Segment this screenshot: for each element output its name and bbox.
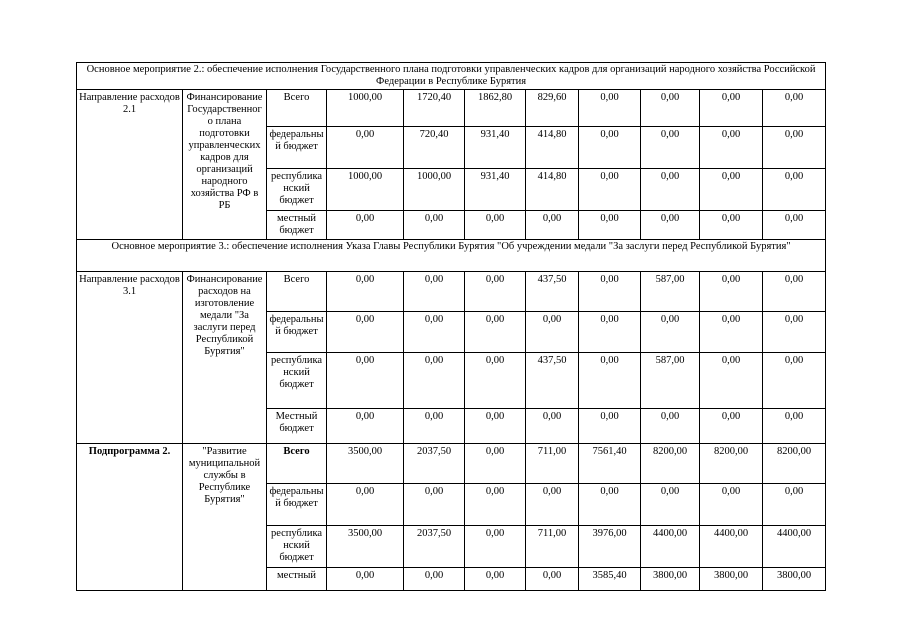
value-cell: 0,00 bbox=[327, 568, 404, 591]
value-cell: 4400,00 bbox=[700, 526, 763, 568]
value-cell: 0,00 bbox=[700, 353, 763, 409]
value-cell: 2037,50 bbox=[404, 526, 465, 568]
value-cell: 0,00 bbox=[763, 211, 826, 240]
value-cell: 0,00 bbox=[579, 353, 641, 409]
value-cell: 4400,00 bbox=[641, 526, 700, 568]
value-cell: 829,60 bbox=[526, 90, 579, 127]
source-cell: местный бюджет bbox=[267, 211, 327, 240]
value-cell: 0,00 bbox=[465, 409, 526, 444]
source-cell: Всего bbox=[267, 90, 327, 127]
value-cell: 711,00 bbox=[526, 444, 579, 484]
value-cell: 0,00 bbox=[641, 169, 700, 211]
value-cell: 7561,40 bbox=[579, 444, 641, 484]
value-cell: 3800,00 bbox=[700, 568, 763, 591]
value-cell: 0,00 bbox=[700, 90, 763, 127]
value-cell: 0,00 bbox=[763, 169, 826, 211]
value-cell: 0,00 bbox=[327, 211, 404, 240]
value-cell: 0,00 bbox=[641, 90, 700, 127]
value-cell: 0,00 bbox=[404, 409, 465, 444]
value-cell: 0,00 bbox=[700, 127, 763, 169]
value-cell: 0,00 bbox=[700, 169, 763, 211]
value-cell: 0,00 bbox=[526, 211, 579, 240]
value-cell: 931,40 bbox=[465, 127, 526, 169]
value-cell: 0,00 bbox=[327, 409, 404, 444]
value-cell: 0,00 bbox=[579, 211, 641, 240]
value-cell: 0,00 bbox=[404, 272, 465, 312]
value-cell: 0,00 bbox=[526, 312, 579, 353]
value-cell: 0,00 bbox=[526, 484, 579, 526]
subprogram-cell: Подпрограмма 2. bbox=[77, 444, 183, 591]
value-cell: 0,00 bbox=[579, 90, 641, 127]
value-cell: 3976,00 bbox=[579, 526, 641, 568]
description-cell: Финансирование Государственного плана подготовки управленческих кадров для организаций народного хозяйства РФ в РБ bbox=[183, 90, 267, 240]
value-cell: 0,00 bbox=[404, 568, 465, 591]
section-row bbox=[77, 63, 826, 90]
value-cell: 0,00 bbox=[763, 312, 826, 353]
value-cell: 1862,80 bbox=[465, 90, 526, 127]
value-cell: 587,00 bbox=[641, 272, 700, 312]
value-cell: 0,00 bbox=[579, 409, 641, 444]
table-row bbox=[77, 444, 826, 484]
source-cell: федеральный бюджет bbox=[267, 484, 327, 526]
source-cell: Всего bbox=[267, 444, 327, 484]
value-cell: 720,40 bbox=[404, 127, 465, 169]
value-cell: 0,00 bbox=[763, 353, 826, 409]
value-cell: 0,00 bbox=[327, 127, 404, 169]
value-cell: 0,00 bbox=[763, 90, 826, 127]
value-cell: 414,80 bbox=[526, 169, 579, 211]
value-cell: 0,00 bbox=[465, 353, 526, 409]
value-cell: 0,00 bbox=[327, 272, 404, 312]
value-cell: 0,00 bbox=[700, 484, 763, 526]
value-cell: 0,00 bbox=[465, 211, 526, 240]
budget-table bbox=[76, 62, 826, 591]
direction-cell: Направление расходов 2.1 bbox=[77, 90, 183, 240]
value-cell: 8200,00 bbox=[700, 444, 763, 484]
value-cell: 0,00 bbox=[579, 169, 641, 211]
value-cell: 437,50 bbox=[526, 353, 579, 409]
source-cell: республиканский бюджет bbox=[267, 353, 327, 409]
value-cell: 0,00 bbox=[641, 127, 700, 169]
value-cell: 1000,00 bbox=[327, 169, 404, 211]
value-cell: 931,40 bbox=[465, 169, 526, 211]
value-cell: 0,00 bbox=[700, 272, 763, 312]
section-2-title: Основное мероприятие 2.: обеспечение исполнения Государственного плана подготовки управленческих кадров для организаций народного хозяйства Российской Федерации в Республике Бурятия bbox=[77, 63, 826, 90]
value-cell: 3800,00 bbox=[763, 568, 826, 591]
value-cell: 0,00 bbox=[465, 526, 526, 568]
value-cell: 1000,00 bbox=[404, 169, 465, 211]
value-cell: 0,00 bbox=[465, 312, 526, 353]
value-cell: 0,00 bbox=[404, 353, 465, 409]
value-cell: 0,00 bbox=[327, 353, 404, 409]
value-cell: 0,00 bbox=[327, 484, 404, 526]
value-cell: 414,80 bbox=[526, 127, 579, 169]
value-cell: 0,00 bbox=[579, 127, 641, 169]
source-cell: Всего bbox=[267, 272, 327, 312]
value-cell: 0,00 bbox=[579, 484, 641, 526]
value-cell: 0,00 bbox=[641, 484, 700, 526]
value-cell: 0,00 bbox=[404, 312, 465, 353]
value-cell: 1000,00 bbox=[327, 90, 404, 127]
section-row bbox=[77, 240, 826, 272]
value-cell: 3500,00 bbox=[327, 444, 404, 484]
value-cell: 0,00 bbox=[700, 409, 763, 444]
direction-cell: Направление расходов 3.1 bbox=[77, 272, 183, 444]
source-cell: Местный бюджет bbox=[267, 409, 327, 444]
table-row bbox=[77, 272, 826, 312]
source-cell: республиканский бюджет bbox=[267, 169, 327, 211]
value-cell: 8200,00 bbox=[763, 444, 826, 484]
value-cell: 0,00 bbox=[465, 484, 526, 526]
source-cell: местный bbox=[267, 568, 327, 591]
source-cell: федеральный бюджет bbox=[267, 312, 327, 353]
value-cell: 0,00 bbox=[763, 272, 826, 312]
value-cell: 1720,40 bbox=[404, 90, 465, 127]
value-cell: 0,00 bbox=[404, 484, 465, 526]
table-row bbox=[77, 90, 826, 127]
value-cell: 0,00 bbox=[579, 272, 641, 312]
value-cell: 3500,00 bbox=[327, 526, 404, 568]
value-cell: 0,00 bbox=[700, 312, 763, 353]
value-cell: 0,00 bbox=[526, 568, 579, 591]
value-cell: 2037,50 bbox=[404, 444, 465, 484]
value-cell: 3800,00 bbox=[641, 568, 700, 591]
value-cell: 0,00 bbox=[465, 272, 526, 312]
value-cell: 0,00 bbox=[327, 312, 404, 353]
value-cell: 0,00 bbox=[763, 484, 826, 526]
value-cell: 587,00 bbox=[641, 353, 700, 409]
section-3-title: Основное мероприятие 3.: обеспечение исполнения Указа Главы Республики Бурятия "Об учреждении медали "За заслуги перед Республикой Бурятия" bbox=[77, 240, 826, 272]
value-cell: 0,00 bbox=[526, 409, 579, 444]
value-cell: 711,00 bbox=[526, 526, 579, 568]
value-cell: 0,00 bbox=[641, 409, 700, 444]
value-cell: 4400,00 bbox=[763, 526, 826, 568]
source-cell: республиканский бюджет bbox=[267, 526, 327, 568]
value-cell: 0,00 bbox=[579, 312, 641, 353]
value-cell: 0,00 bbox=[700, 211, 763, 240]
value-cell: 437,50 bbox=[526, 272, 579, 312]
description-cell: "Развитие муниципальной службы в Республике Бурятия" bbox=[183, 444, 267, 591]
value-cell: 0,00 bbox=[465, 568, 526, 591]
description-cell: Финансирование расходов на изготовление медали "За заслуги перед Республикой Бурятия" bbox=[183, 272, 267, 444]
value-cell: 3585,40 bbox=[579, 568, 641, 591]
value-cell: 8200,00 bbox=[641, 444, 700, 484]
value-cell: 0,00 bbox=[465, 444, 526, 484]
source-cell: федеральный бюджет bbox=[267, 127, 327, 169]
value-cell: 0,00 bbox=[763, 127, 826, 169]
value-cell: 0,00 bbox=[404, 211, 465, 240]
value-cell: 0,00 bbox=[641, 211, 700, 240]
value-cell: 0,00 bbox=[641, 312, 700, 353]
value-cell: 0,00 bbox=[763, 409, 826, 444]
